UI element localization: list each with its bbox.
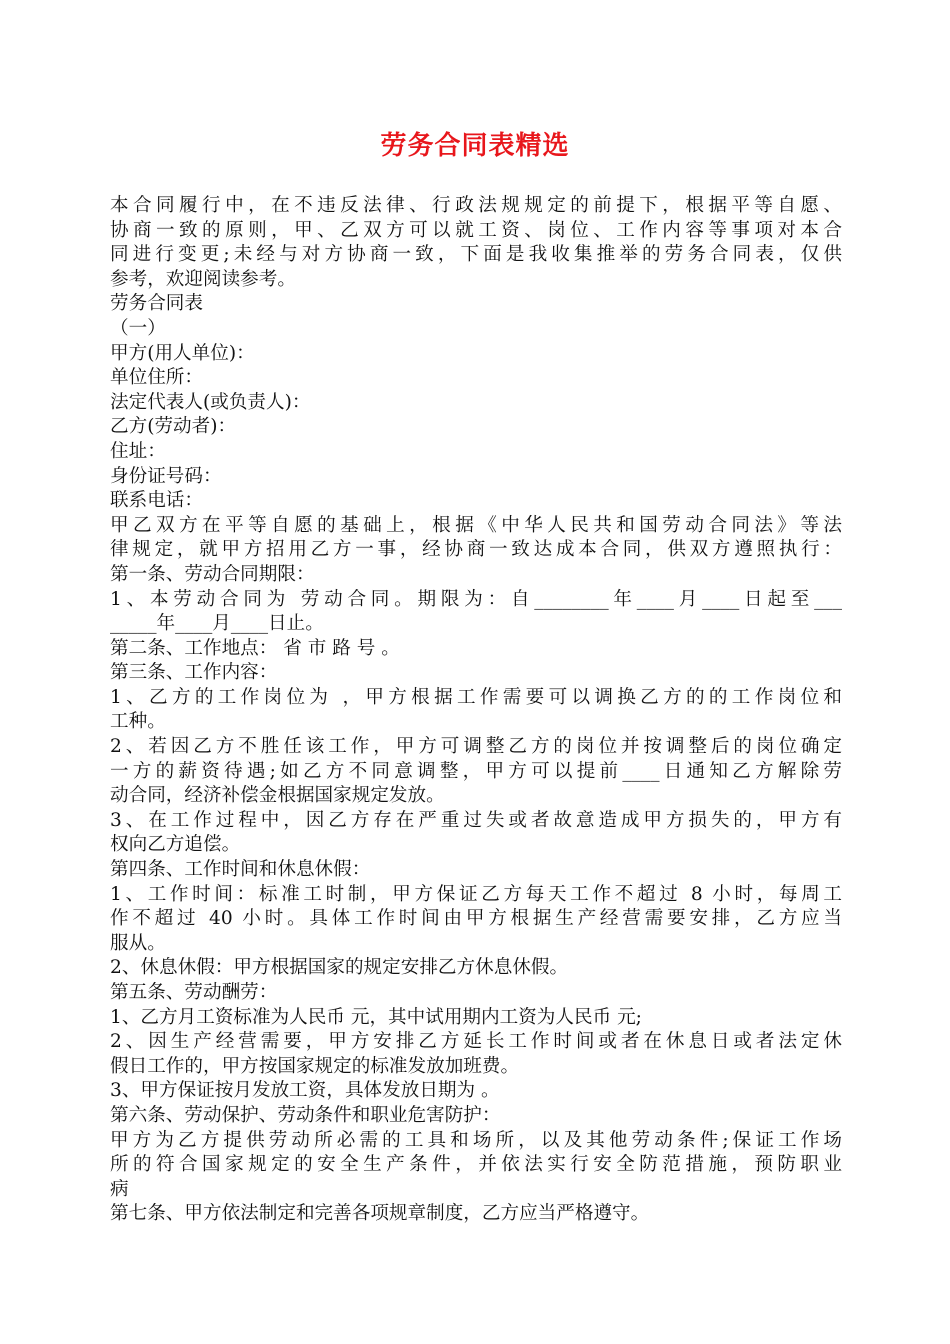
document-title: 劳务合同表精选 (380, 131, 570, 161)
document-line: 联系电话： (110, 490, 203, 512)
document-line: 2、若因乙方不胜任该工作，甲方可调整乙方的岗位并按调整后的岗位确定 (110, 736, 842, 758)
document-line: 动合同，经济补偿金根据国家规定发放。 (110, 785, 445, 807)
document-body (110, 194, 842, 1227)
document-line: 3、甲方保证按月发放工资，具体发放日期为 。 (110, 1080, 500, 1102)
document-line: 甲方为乙方提供劳动所必需的工具和场所，以及其他劳动条件;保证工作场 (110, 1129, 842, 1151)
document-line: 律规定，就甲方招用乙方一事，经协商一致达成本合同，供双方遵照执行： (110, 539, 842, 561)
document-line: 工种。 (110, 711, 166, 733)
document-line: 第六条、劳动保护、劳动条件和职业危害防护： (110, 1104, 501, 1126)
document-line: 第四条、工作时间和休息休假： (110, 859, 371, 881)
document-line: 1、工作时间：标准工时制，甲方保证乙方每天工作不超过 8 小时，每周工 (110, 883, 842, 905)
document-line: 法定代表人(或负责人)： (110, 391, 311, 413)
document-line: 乙方(劳动者)： (110, 416, 237, 438)
document-line: _____年____月____日止。 (110, 613, 324, 635)
document-line: 假日工作的，甲方按国家规定的标准发放加班费。 (110, 1055, 520, 1077)
document-line: 2、休息休假：甲方根据国家的规定安排乙方休息休假。 (110, 957, 569, 979)
document-line: 第一条、劳动合同期限： (110, 563, 315, 585)
document-line: 一方的薪资待遇;如乙方不同意调整，甲方可以提前____日通知乙方解除劳 (110, 760, 842, 782)
document-line: 第五条、劳动酬劳： (110, 982, 278, 1003)
document-line: 单位住所： (110, 367, 203, 389)
document-line: 参考，欢迎阅读参考。 (110, 268, 296, 290)
document-line: 服从。 (110, 932, 166, 954)
document-line: 2、因生产经营需要，甲方安排乙方延长工作时间或者在休息日或者法定休 (110, 1031, 842, 1053)
document-line: 3、在工作过程中，因乙方存在严重过失或者故意造成甲方损失的，甲方有 (110, 809, 842, 831)
document-line: 权向乙方追偿。 (110, 834, 241, 856)
document-line: 劳务合同表 (110, 293, 203, 315)
document-line: 第二条、工作地点： 省 市 路 号 。 (110, 637, 400, 659)
document-line: 1、乙方月工资标准为人民币 元，其中试用期内工资为人民币 元; (110, 1006, 642, 1028)
document-line: 协商一致的原则，甲、乙双方可以就工资、岗位、工作内容等事项对本合 (110, 219, 842, 241)
document-line: 第七条、甲方依法制定和完善各项规章制度，乙方应当严格遵守。 (110, 1203, 650, 1225)
document-line: （一） (110, 317, 166, 339)
document-line: 病 (110, 1178, 129, 1200)
document-line: 1、本劳动合同为 劳动合同。期限为：自________年____月____日起至___ (110, 588, 842, 610)
document-line: 同进行变更;未经与对方协商一致，下面是我收集推举的劳务合同表，仅供 (110, 244, 842, 266)
document-line: 作不超过 40 小时。具体工作时间由甲方根据生产经营需要安排，乙方应当 (110, 908, 842, 930)
document-line: 本合同履行中，在不违反法律、行政法规规定的前提下，根据平等自愿、 (110, 195, 842, 216)
document-line: 1、乙方的工作岗位为 ，甲方根据工作需要可以调换乙方的的工作岗位和 (110, 686, 842, 708)
document-line: 住址： (110, 440, 166, 462)
document-line: 甲乙双方在平等自愿的基础上，根据《中华人民共和国劳动合同法》等法 (110, 514, 842, 536)
document-line: 身份证号码： (110, 465, 222, 487)
document-line: 所的符合国家规定的安全生产条件，并依法实行安全防范措施，预防职业 (110, 1154, 842, 1176)
document-line: 第三条、工作内容： (110, 662, 278, 684)
document-line: 甲方(用人单位)： (110, 342, 255, 364)
